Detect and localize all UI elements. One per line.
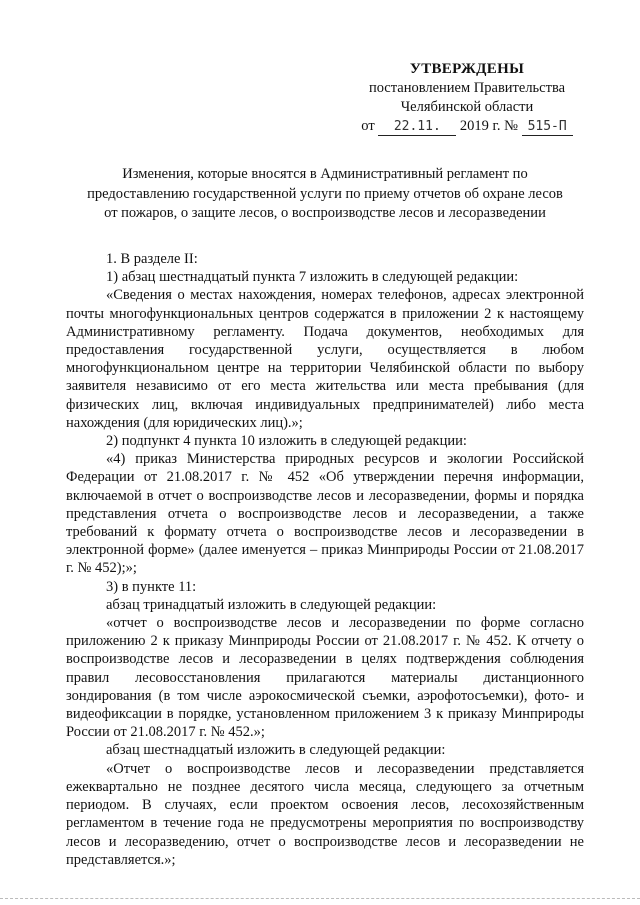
paragraph: 1. В разделе II:	[106, 251, 198, 267]
approval-block	[352, 60, 582, 136]
document-body	[66, 250, 584, 869]
paragraph: 3) в пункте 11:	[106, 578, 197, 595]
date-prefix: от	[361, 118, 375, 134]
paragraph: «отчет о воспроизводстве лесов и лесоразведении по форме согласно приложению 2 к приказу Минприроды России от 21.08.2017 г. № 452. К отчету о воспроизводстве лесов и лесоразведении в целях подтверждения соблюдения правил лесовосстановления прилагаются материалы дистанционного зондирования (в том числе аэрокосмической съемки, аэрофотосъемки), фото- и видеофиксации в порядке, установленном приложением 3 к приказу Минприроды России от 21.08.2017 г. № 452.»;	[66, 615, 584, 741]
paragraph: «Сведения о местах нахождения, номерах телефонов, адресах электронной почты многофункциональных центров содержатся в приложении 2 к настоящему Административному регламенту. Подача документов, необходимых для предоставления государственной услуги, осуществляется в любом многофункциональном центре на территории Челябинской области по выбору заявителя независимо от его места жительства или места пребывания (для физических лиц, включая индивидуальных предпринимателей) либо места нахождения (для юридических лиц).»;	[66, 287, 584, 431]
paragraph: абзац тринадцатый изложить в следующей редакции:	[106, 596, 437, 613]
handwritten-number: 515-П	[522, 119, 573, 136]
paragraph: абзац шестнадцатый изложить в следующей редакции:	[106, 742, 446, 759]
year-text: 2019 г. №	[459, 118, 518, 134]
paragraph: 2) подпункт 4 пункта 10 изложить в следующей редакции:	[106, 433, 467, 450]
paragraph: 1) абзац шестнадцатый пункта 7 изложить в следующей редакции:	[106, 269, 519, 286]
document-heading: Изменения, которые вносятся в Административный регламент по предоставлению государственной услуги по приему отчетов об охране лесов от пожаров, о защите лесов, о воспроизводстве лесов и лесоразведении	[87, 166, 563, 221]
handwritten-date: 22.11.	[378, 119, 456, 136]
approval-line-2: Челябинской области	[400, 99, 534, 115]
approval-title: УТВЕРЖДЕНЫ	[409, 61, 525, 77]
approval-date-line	[352, 117, 582, 136]
paragraph: «4) приказ Министерства природных ресурсов и экологии Российской Федерации от 21.08.2017 г. № 452 «Об утверждении перечня информации, включаемой в отчет о воспроизводстве лесов и лесоразведении, формы и порядка представления отчета о воспроизводстве лесов и лесоразведении, а также требований к формату отчета о воспроизводстве лесов и лесоразведении в электронной форме» (далее именуется – приказ Минприроды России от 21.08.2017 г. № 452);»;	[66, 451, 584, 577]
page-bottom-edge	[0, 898, 640, 899]
paragraph: «Отчет о воспроизводстве лесов и лесоразведении представляется ежеквартально не позднее десятого числа месяца, следующего за отчетным периодом. В случаях, если проектом освоения лесов, лесохозяйственным регламентом в течение года не предусмотрены мероприятия по воспроизводству лесов и лесоразведению, отчет о воспроизводстве лесов и лесоразведении не представляется.»;	[66, 760, 584, 868]
approval-line-1: постановлением Правительства	[368, 80, 566, 96]
